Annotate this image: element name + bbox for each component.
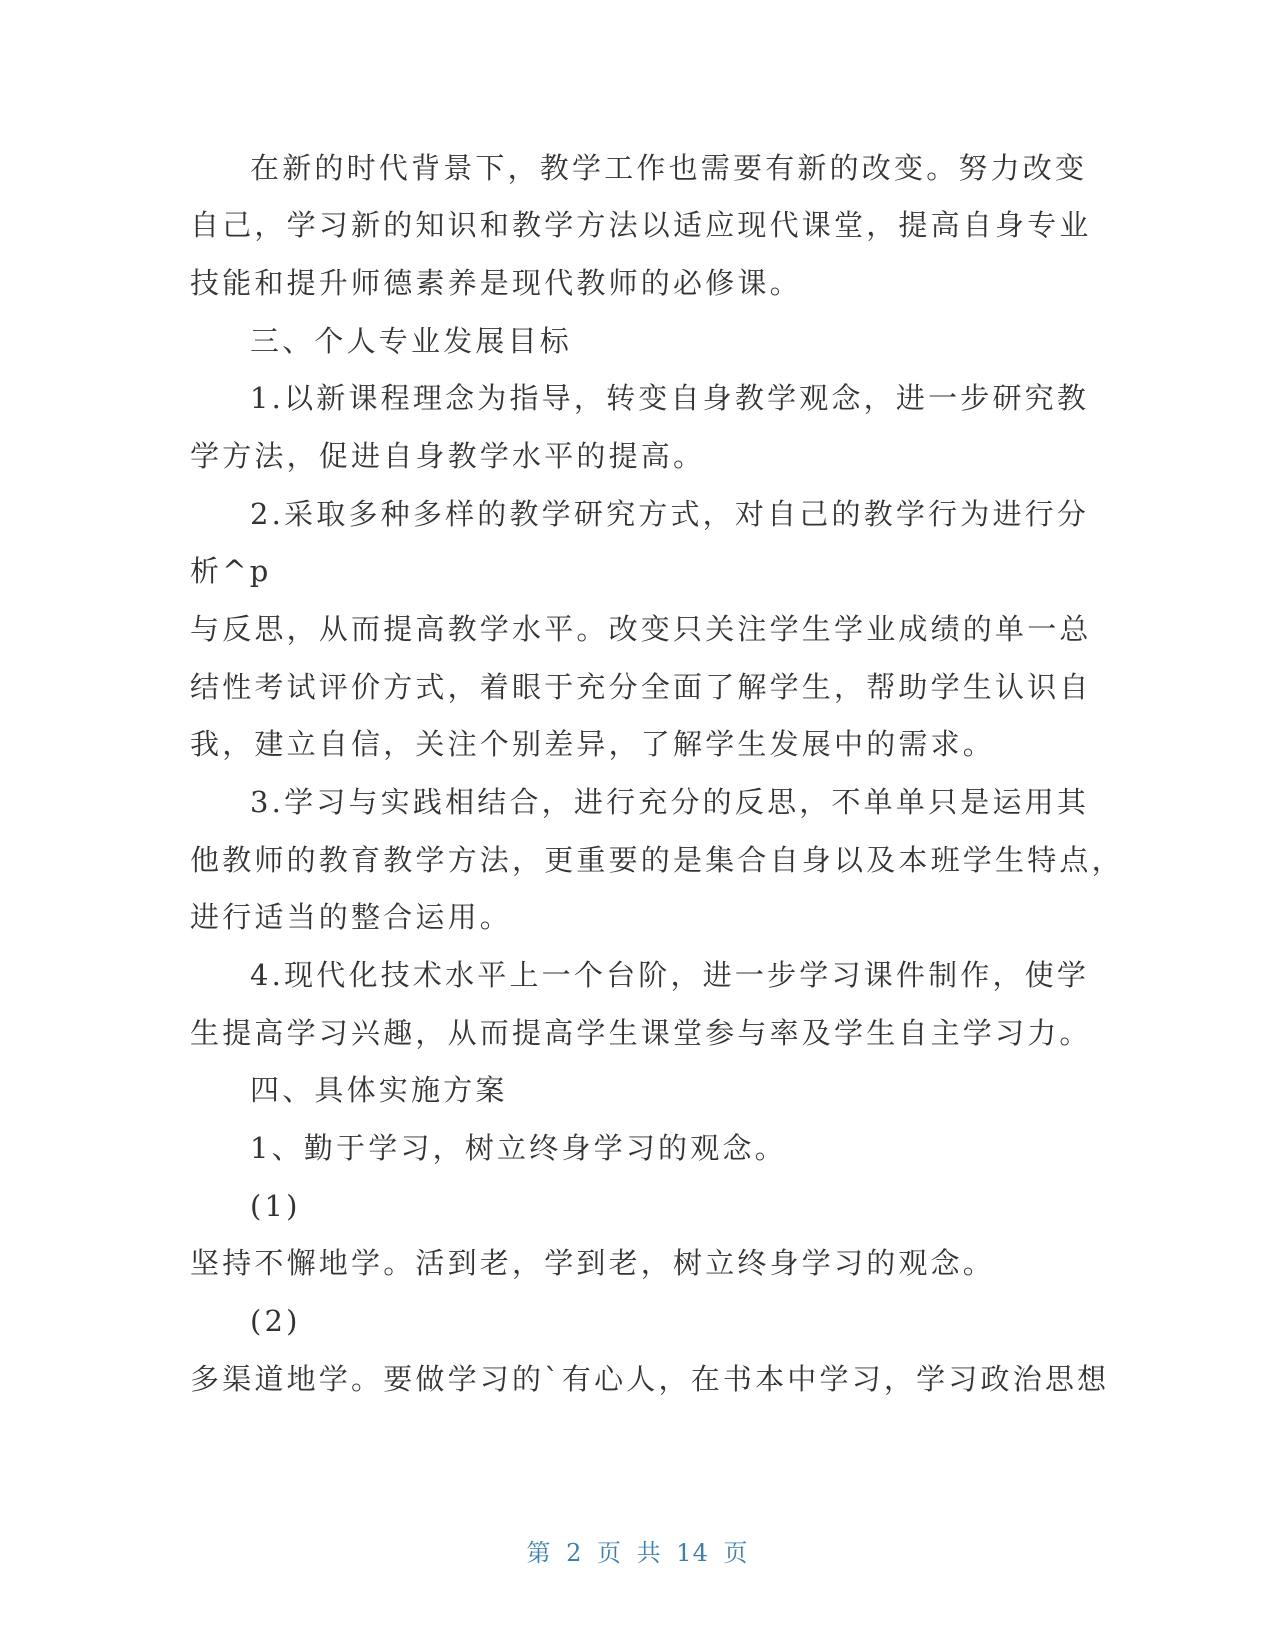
text-line: 我，建立自信，关注个别差异，了解学生发展中的需求。	[190, 727, 996, 761]
page-footer: 第 2 页 共 14 页	[526, 1539, 749, 1567]
text-line: 进行适当的整合运用。	[190, 900, 513, 934]
text-line: 结性考试评价方式，着眼于充分全面了解学生，帮助学生认识自	[190, 670, 1092, 704]
text-line: 4.现代化技术水平上一个台阶，进一步学习课件制作，使学	[250, 958, 1090, 992]
text-line: 学方法，促进自身教学水平的提高。	[190, 439, 706, 473]
text-line: 3.学习与实践相结合，进行充分的反思，不单单只是运用其	[250, 785, 1090, 819]
text-line: 2.采取多种多样的教学研究方式，对自己的教学行为进行分	[250, 497, 1090, 531]
text-line: 坚持不懈地学。活到老，学到老，树立终身学习的观念。	[190, 1246, 996, 1280]
text-line: 1.以新课程理念为指导，转变自身教学观念，进一步研究教	[250, 381, 1090, 415]
list-marker: (1)	[250, 1189, 301, 1223]
text-line: 1、勤于学习，树立终身学习的观念。	[250, 1131, 787, 1165]
text-line: 他教师的教育教学方法，更重要的是集合自身以及本班学生特点，	[190, 843, 1124, 877]
list-marker: (2)	[250, 1304, 301, 1338]
section-heading: 三、个人专业发展目标	[250, 324, 573, 358]
text-line: 自己，学习新的知识和教学方法以适应现代课堂，提高自身专业	[190, 208, 1092, 242]
text-line: 技能和提升师德素养是现代教师的必修课。	[190, 266, 802, 300]
text-line: 多渠道地学。要做学习的`有心人，在书本中学习，学习政治思想	[190, 1362, 1110, 1396]
text-line: 生提高学习兴趣，从而提高学生课堂参与率及学生自主学习力。	[190, 1016, 1092, 1050]
text-line: 在新的时代背景下，教学工作也需要有新的改变。努力改变	[250, 151, 1088, 185]
text-line: 与反思，从而提高教学水平。改变只关注学生学业成绩的单一总	[190, 612, 1092, 646]
text-line: 析^p	[190, 554, 272, 588]
section-heading: 四、具体实施方案	[250, 1073, 508, 1107]
